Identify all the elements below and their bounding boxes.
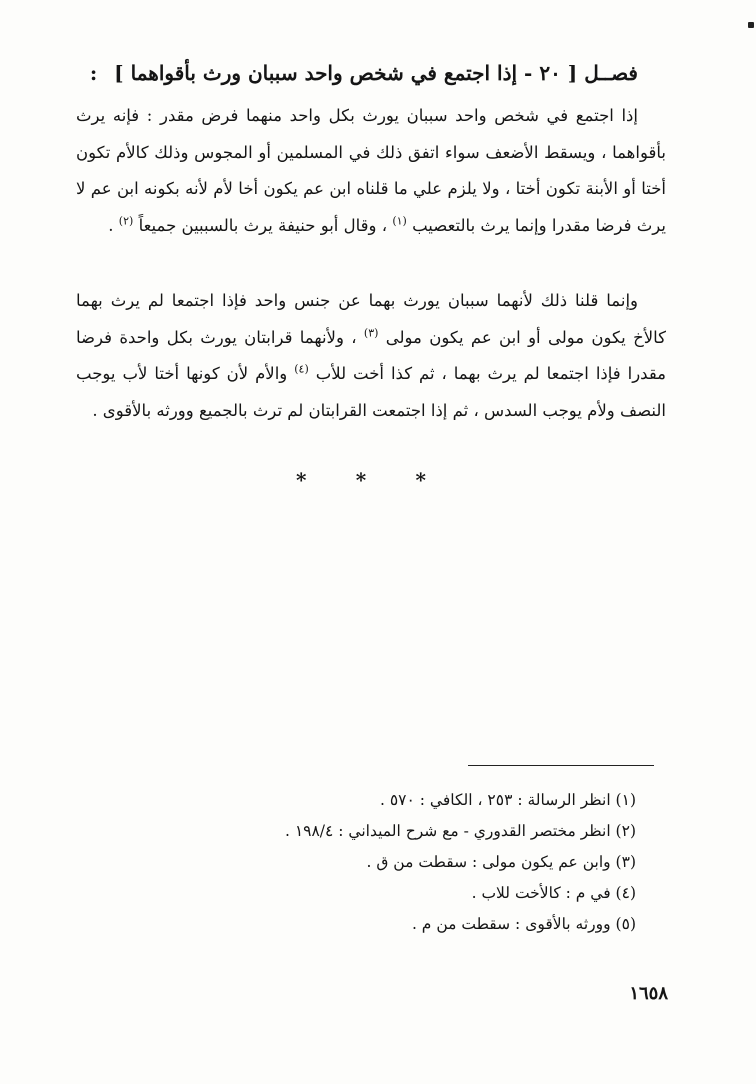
footnote-2: (٢) انظر مختصر القدوري - مع شرح الميداني : ١٩٨/٤ . xyxy=(284,822,636,840)
paragraph-1-text-b: ، وقال أبو حنيفة يرث بالسببين جميعاً xyxy=(138,215,388,235)
footnote-ref-2: (٢) xyxy=(118,214,134,227)
corner-mark xyxy=(748,22,754,28)
footnote-ref-3: (٣) xyxy=(363,326,379,339)
footnotes xyxy=(76,785,636,940)
section-heading xyxy=(78,56,638,90)
paragraph-2 xyxy=(76,283,666,429)
separator-star: * xyxy=(355,468,367,492)
paragraph-1 xyxy=(76,98,666,244)
heading-colon: : xyxy=(89,61,98,85)
heading-title: إذا اجتمع في شخص واحد سببان ورث بأقواهما xyxy=(130,61,518,85)
footnote-ref-4: (٤) xyxy=(294,362,309,376)
footnote-3: (٣) وابن عم يكون مولى : سقطت من ق . xyxy=(366,853,636,871)
footnote-4: (٤) في م : كالأخت للاب . xyxy=(471,884,636,902)
paragraph-1-text-c: . xyxy=(108,215,114,235)
paragraph-2-text-b: ، ولأنهما قرابتان يورث بكل واحدة فرضا مقدرا فإذا اجتمعا لم يرث بهما ، ثم كذا أخت للأب xyxy=(76,327,667,383)
heading-number: ٢٠ xyxy=(539,61,561,85)
heading-bracket-close: ] xyxy=(114,61,124,85)
separator-star: * xyxy=(296,468,307,492)
footnote-divider xyxy=(468,765,654,766)
heading-bracket-open: [ xyxy=(567,61,578,85)
paragraph-2-text-a: وإنما قلنا ذلك لأنهما سببان يورث بهما عن جنس واحد فإذا اجتمعا لم يرث بهما كالأخ يكون مولى أو ابن عم يكون مولى xyxy=(76,291,667,347)
section-separator xyxy=(296,468,426,492)
footnote-ref-1: (١) xyxy=(392,214,407,227)
paragraph-2-text-c: والأم لأن كونها أختا لأب يوجب النصف ولأم يوجب السدس ، ثم إذا اجتمعت القرابتان لم ترث بالجميع وورثه بالأقوى . xyxy=(76,364,666,420)
separator-star: * xyxy=(415,468,426,492)
page-number: ١٦٥٨ xyxy=(629,983,668,1004)
heading-label: فصــل xyxy=(584,61,638,85)
footnote-5: (٥) وورثه بالأقوى : سقطت من م . xyxy=(411,915,636,933)
heading-dash: - xyxy=(524,61,533,85)
footnote-1: (١) انظر الرسالة : ٢٥٣ ، الكافي : ٥٧٠ . xyxy=(380,791,636,809)
paragraph-1-text-a: إذا اجتمع في شخص واحد سببان يورث بكل واحد منهما فرض مقدر : فإنه يرث بأقواهما ، ويسقط الأضعف سواء اتفق ذلك في المسلمين أو المجوس وذلك كالأم تكون أختا أو الأبنة تكون أختا ، ولا يلزم علي ما قلناه ابن عم يكون أخا لأم لأنه بكونه ابن عم لا يرث فرضا مقدرا وإنما يرث بالتعصيب xyxy=(76,106,666,235)
